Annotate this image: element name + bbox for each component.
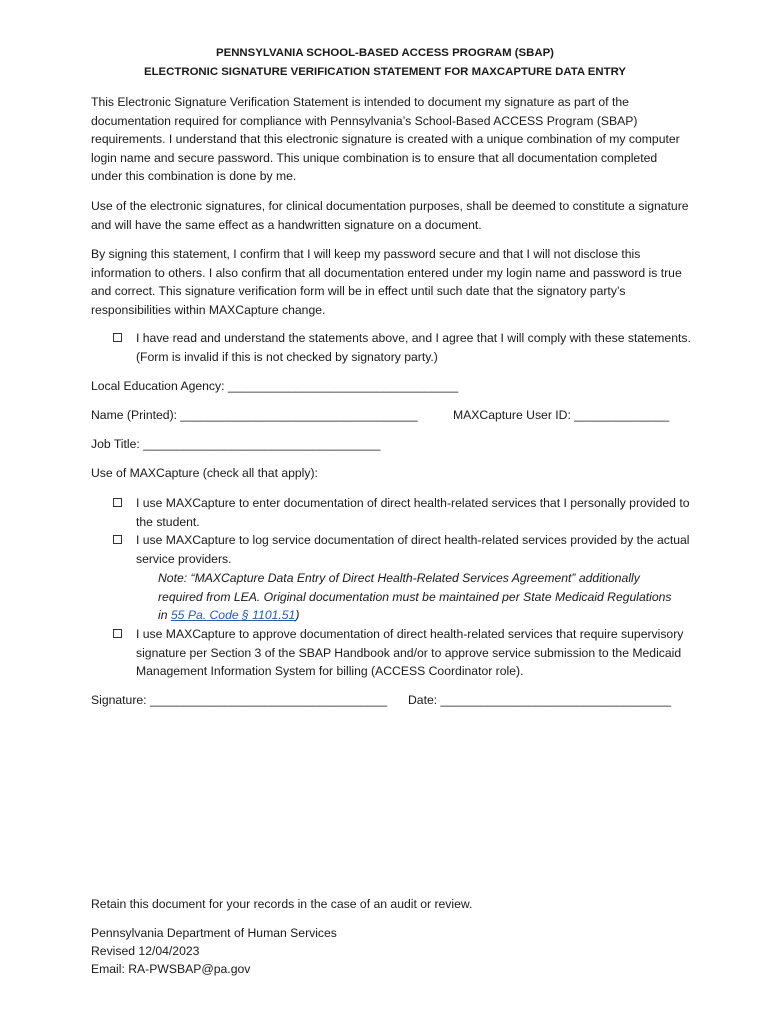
retain-notice: Retain this document for your records in the case of an audit or review. <box>91 897 473 911</box>
use-option3-checkbox[interactable] <box>113 629 122 638</box>
use-option3-label: I use MAXCapture to approve documentation of direct health-related services that require supervisory signature per Section 3 of the SBAP Handbook and/or to approve service submission to the Medicaid Management Information System for billing (ACCESS Coordinator role). <box>136 627 684 679</box>
name-printed-field[interactable]: Name (Printed): ___________________________________ <box>91 408 418 422</box>
use-option1-label: I use MAXCapture to enter documentation of direct health-related services that I personally provided to the student. <box>136 496 690 529</box>
contact-email: Email: RA-PWSBAP@pa.gov <box>91 962 251 976</box>
signature-field[interactable]: Signature: ___________________________________ <box>91 693 388 707</box>
pa-code-link[interactable]: 55 Pa. Code § 1101.51 <box>170 608 296 623</box>
job-title-field[interactable]: Job Title: ___________________________________ <box>91 437 381 451</box>
use-option2-checkbox[interactable] <box>113 535 122 544</box>
lea-agreement-note <box>158 569 678 625</box>
use-option1-checkbox[interactable] <box>113 498 122 507</box>
maxcapture-user-id-field[interactable]: MAXCapture User ID: ______________ <box>453 408 670 422</box>
intro-paragraph: This Electronic Signature Verification Statement is intended to document my signature as part of the documentation required for compliance with Pennsylvania’s School-Based ACCESS Program (SBAP) requirements. I understand that this electronic signature is created with a unique combination of my computer login name and secure password. This unique combination is to ensure that all documentation completed under this combination is done by me. <box>91 95 680 184</box>
department-name: Pennsylvania Department of Human Services <box>91 926 337 940</box>
note-closing-paren: ) <box>295 608 300 623</box>
agree-checkbox[interactable] <box>113 333 122 342</box>
use-option2-label: I use MAXCapture to log service documentation of direct health-related services provided by the actual service providers. <box>136 533 690 566</box>
password-confirmation-paragraph: By signing this statement, I confirm that I will keep my password secure and that I will not disclose this information to others. I also confirm that all documentation entered under my login name and password is true and correct. This signature verification form will be in effect until such date that the signatory party’s responsibilities within MAXCapture change. <box>91 247 682 317</box>
note-text: Note: “MAXCapture Data Entry of Direct Health-Related Services Agreement” additionally required from LEA. Original documentation must be maintained per State Medicaid Regulations in <box>158 571 672 623</box>
lea-field[interactable]: Local Education Agency: __________________________________ <box>91 379 459 393</box>
document-title-line2: ELECTRONIC SIGNATURE VERIFICATION STATEMENT FOR MAXCAPTURE DATA ENTRY <box>144 66 626 78</box>
use-of-maxcapture-heading: Use of MAXCapture (check all that apply): <box>91 466 318 480</box>
revision-date: Revised 12/04/2023 <box>91 944 200 958</box>
document-title-line1: PENNSYLVANIA SCHOOL-BASED ACCESS PROGRAM (SBAP) <box>216 47 554 59</box>
agree-statement: I have read and understand the statements above, and I agree that I will comply with these statements. (Form is invalid if this is not checked by signatory party.) <box>136 331 691 364</box>
electronic-signature-paragraph: Use of the electronic signatures, for clinical documentation purposes, shall be deemed to constitute a signature and will have the same effect as a handwritten signature on a document. <box>91 199 689 232</box>
date-field[interactable]: Date: __________________________________ <box>408 693 671 707</box>
